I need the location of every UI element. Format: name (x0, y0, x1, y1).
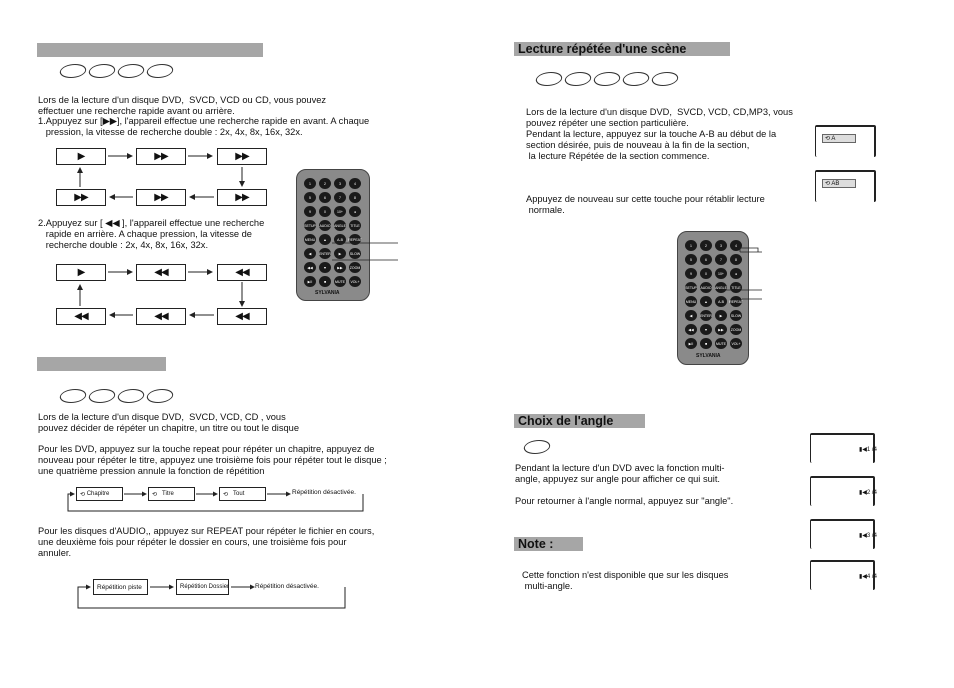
remote-button: ▼ (319, 262, 331, 273)
remote-button: 6 (700, 254, 712, 265)
disc-type-icons-2 (60, 389, 176, 403)
fwd-step-3: ▶▶ (217, 148, 267, 165)
remote-button: TITLE (349, 220, 361, 231)
remote-button: 4 (730, 240, 742, 251)
remote-button: A-B (715, 296, 727, 307)
disc-type-icons-3 (536, 72, 681, 86)
angle-instructions: Pendant la lecture d'un DVD avec la fonction multi- angle, appuyez sur angle pour afficher ce qui suit. (515, 463, 725, 484)
remote-button: 9 (304, 206, 316, 217)
angle-screen-4 (810, 560, 875, 590)
remote-button: ◀◀ (685, 324, 697, 335)
remote-button: VOL+ (730, 338, 742, 349)
repeat-off-label: Répétition désactivée. (292, 489, 356, 496)
remote-button: ▶▶ (715, 324, 727, 335)
repeat-icon: ⟲ (80, 491, 86, 498)
angle-header: Choix de l'angle (514, 414, 645, 428)
repeat-icon: ⟲ (152, 491, 158, 498)
rev-step-1: ▶ (56, 264, 106, 281)
remote-button: 2 (700, 240, 712, 251)
ab-repeat-cancel: Appuyez de nouveau sur cette touche pour rétablir lecture normale. (526, 194, 765, 215)
remote-button: AUDIO (700, 282, 712, 293)
remote-button: ● (730, 268, 742, 279)
remote-button: ● (349, 206, 361, 217)
remote-brand-logo: SYLVANIA (696, 353, 721, 359)
remote-button: 5 (685, 254, 697, 265)
remote-button: SLOW (730, 310, 742, 321)
remote-button: 9 (685, 268, 697, 279)
remote-button: SETUP (304, 220, 316, 231)
remote-button: ANGLE (334, 220, 346, 231)
repeat-title-box: ⟲ Titre (148, 487, 195, 501)
disc-icon (58, 389, 89, 403)
angle-indicator: ▮◀1 /4 (859, 447, 877, 453)
camera-icon: ▮◀ (859, 533, 867, 539)
disc-icon (145, 389, 176, 403)
camera-icon: ▮◀ (859, 490, 867, 496)
ab-repeat-instructions: Lors de la lecture d'un disque DVD, SVCD, VCD, CD,MP3, vous pouvez répéter une section particulière. Pendant la lecture, appuyez sur la touche A-B au début de la section désirée, puis de nouveau à la fin de la section, la lecture Répétée de la section commence. (526, 107, 793, 161)
remote-button: ◀ (304, 248, 316, 259)
repeat-icon: ⟲ (223, 491, 229, 498)
remote-button: SLOW (349, 248, 361, 259)
rev-step-2: ◀◀ (136, 264, 186, 281)
repeat-audio-instructions: Pour les disques d'AUDIO,, appuyez sur REPEAT pour répéter le fichier en cours, une deuxième fois pour répéter le dossier en cours, une troisième fois pour annuler. (38, 526, 375, 558)
remote-button: REPEAT (730, 296, 742, 307)
repeat-off-label-2: Répétition désactivée. (255, 583, 319, 590)
repeat-intro: Lors de la lecture d'un disque DVD, SVCD, VCD, CD , vous pouvez décider de répéter un chapitre, un titre ou tout le disque (38, 412, 299, 433)
remote-button: ▲ (319, 234, 331, 245)
angle-screen-2 (810, 476, 875, 506)
remote-brand-logo: SYLVANIA (315, 290, 340, 296)
camera-icon: ▮◀ (859, 574, 867, 580)
angle-indicator: ▮◀3 /4 (859, 533, 877, 539)
camera-icon: ▮◀ (859, 447, 867, 453)
remote-button: 8 (349, 192, 361, 203)
remote-control-left (296, 169, 370, 301)
remote-button: 0 (319, 206, 331, 217)
disc-icon (116, 389, 147, 403)
remote-button: 10+ (715, 268, 727, 279)
remote-button: ENTER (319, 248, 331, 259)
remote-button: ZOOM (349, 262, 361, 273)
remote-left-callouts (330, 240, 400, 270)
remote-button: ▶II (685, 338, 697, 349)
remote-button: TITLE (730, 282, 742, 293)
remote-button: ■ (319, 276, 331, 287)
remote-button: REPEAT (349, 234, 361, 245)
fast-reverse-instructions: 2.Appuyez sur [ ◀◀ ], l'appareil effectue une recherche rapide en arrière. A chaque pression, la vitesse de recherche double : 2x, 4x, 8x, 16x, 32x. (38, 218, 265, 250)
remote-button: 5 (304, 192, 316, 203)
remote-button: MUTE (715, 338, 727, 349)
angle-indicator: ▮◀4 /4 (859, 574, 877, 580)
ab-repeat-header: Lecture répétée d'une scène (514, 42, 730, 56)
disc-icon (522, 440, 553, 454)
repeat-track-box: Répétition piste (93, 579, 148, 595)
disc-icon (563, 72, 594, 86)
remote-button: 3 (715, 240, 727, 251)
remote-button: MENU (685, 296, 697, 307)
remote-button: ▶II (304, 276, 316, 287)
remote-button: 7 (334, 192, 346, 203)
remote-button: 3 (334, 178, 346, 189)
fwd-step-5: ▶▶ (136, 189, 186, 206)
disc-icon (650, 72, 681, 86)
remote-button: 7 (715, 254, 727, 265)
repeat-dvd-instructions: Pour les DVD, appuyez sur la touche repeat pour répéter un chapitre, appuyez de nouveau pour répéter le titre, appuyez une troisième fois pour répéter tout le disque ; une quatrième pression annule la fonction de répétition (38, 444, 387, 476)
remote-button: 4 (349, 178, 361, 189)
remote-right-callouts (700, 238, 770, 308)
fwd-step-4: ▶▶ (217, 189, 267, 206)
repeat-flow2-arrows (70, 575, 355, 615)
rev-step-6: ◀◀ (56, 308, 106, 325)
remote-button: 2 (319, 178, 331, 189)
angle-return: Pour retourner à l'angle normal, appuyez sur "angle". (515, 496, 734, 506)
repeat-header (37, 357, 166, 371)
rev-step-3: ◀◀ (217, 264, 267, 281)
remote-button: A-B (334, 234, 346, 245)
remote-button: 0 (700, 268, 712, 279)
fwd-step-6: ▶▶ (56, 189, 106, 206)
osd-screen-ab (815, 170, 876, 202)
remote-button: ◀ (685, 310, 697, 321)
disc-icon (87, 389, 118, 403)
remote-button: ANGLE (715, 282, 727, 293)
fwd-step-2: ▶▶ (136, 148, 186, 165)
fast-search-intro: Lors de la lecture d'un disque DVD, SVCD, VCD ou CD, vous pouvez effectuer une recherche rapide avant ou arrière. (38, 95, 327, 116)
remote-button: ▶▶ (334, 262, 346, 273)
remote-button: 1 (304, 178, 316, 189)
repeat-folder-box: Répétition Dossier (176, 579, 229, 595)
angle-screen-3 (810, 519, 875, 549)
disc-icon (534, 72, 565, 86)
disc-type-icons-4 (524, 440, 553, 454)
remote-button: 8 (730, 254, 742, 265)
remote-button: ▼ (700, 324, 712, 335)
repeat-chapter-box: ⟲ Chapitre (76, 487, 123, 501)
note-header: Note : (514, 537, 583, 551)
remote-button: ■ (700, 338, 712, 349)
remote-button: ▶ (715, 310, 727, 321)
remote-button: ◀◀ (304, 262, 316, 273)
angle-indicator: ▮◀2 /4 (859, 490, 877, 496)
remote-button: 10+ (334, 206, 346, 217)
remote-button: MENU (304, 234, 316, 245)
angle-screen-1 (810, 433, 875, 463)
osd-ab-indicator: ⟲ A (822, 134, 856, 143)
repeat-all-box: ⟲ Tout (219, 487, 266, 501)
disc-icon (621, 72, 652, 86)
fwd-flow-arrows (0, 0, 300, 340)
remote-button: ENTER (700, 310, 712, 321)
remote-button: 6 (319, 192, 331, 203)
remote-button: 1 (685, 240, 697, 251)
osd-screen-a (815, 125, 876, 157)
remote-button: ▲ (700, 296, 712, 307)
rev-step-5: ◀◀ (136, 308, 186, 325)
remote-button: AUDIO (319, 220, 331, 231)
note-text: Cette fonction n'est disponible que sur les disques multi-angle. (522, 570, 729, 591)
remote-button: MUTE (334, 276, 346, 287)
fast-forward-instructions: 1.Appuyez sur [▶▶], l'appareil effectue une recherche rapide en avant. A chaque pression, la vitesse de recherche double : 2x, 4x, 8x, 16x, 32x. (38, 116, 370, 137)
fwd-step-1: ▶ (56, 148, 106, 165)
repeat-flow1-arrows (60, 484, 370, 514)
remote-button: VOL+ (349, 276, 361, 287)
remote-button: ▶ (334, 248, 346, 259)
osd-ab-indicator-2: ⟲ AB (822, 179, 856, 188)
rev-step-4: ◀◀ (217, 308, 267, 325)
remote-button: ZOOM (730, 324, 742, 335)
remote-button: SETUP (685, 282, 697, 293)
disc-icon (592, 72, 623, 86)
